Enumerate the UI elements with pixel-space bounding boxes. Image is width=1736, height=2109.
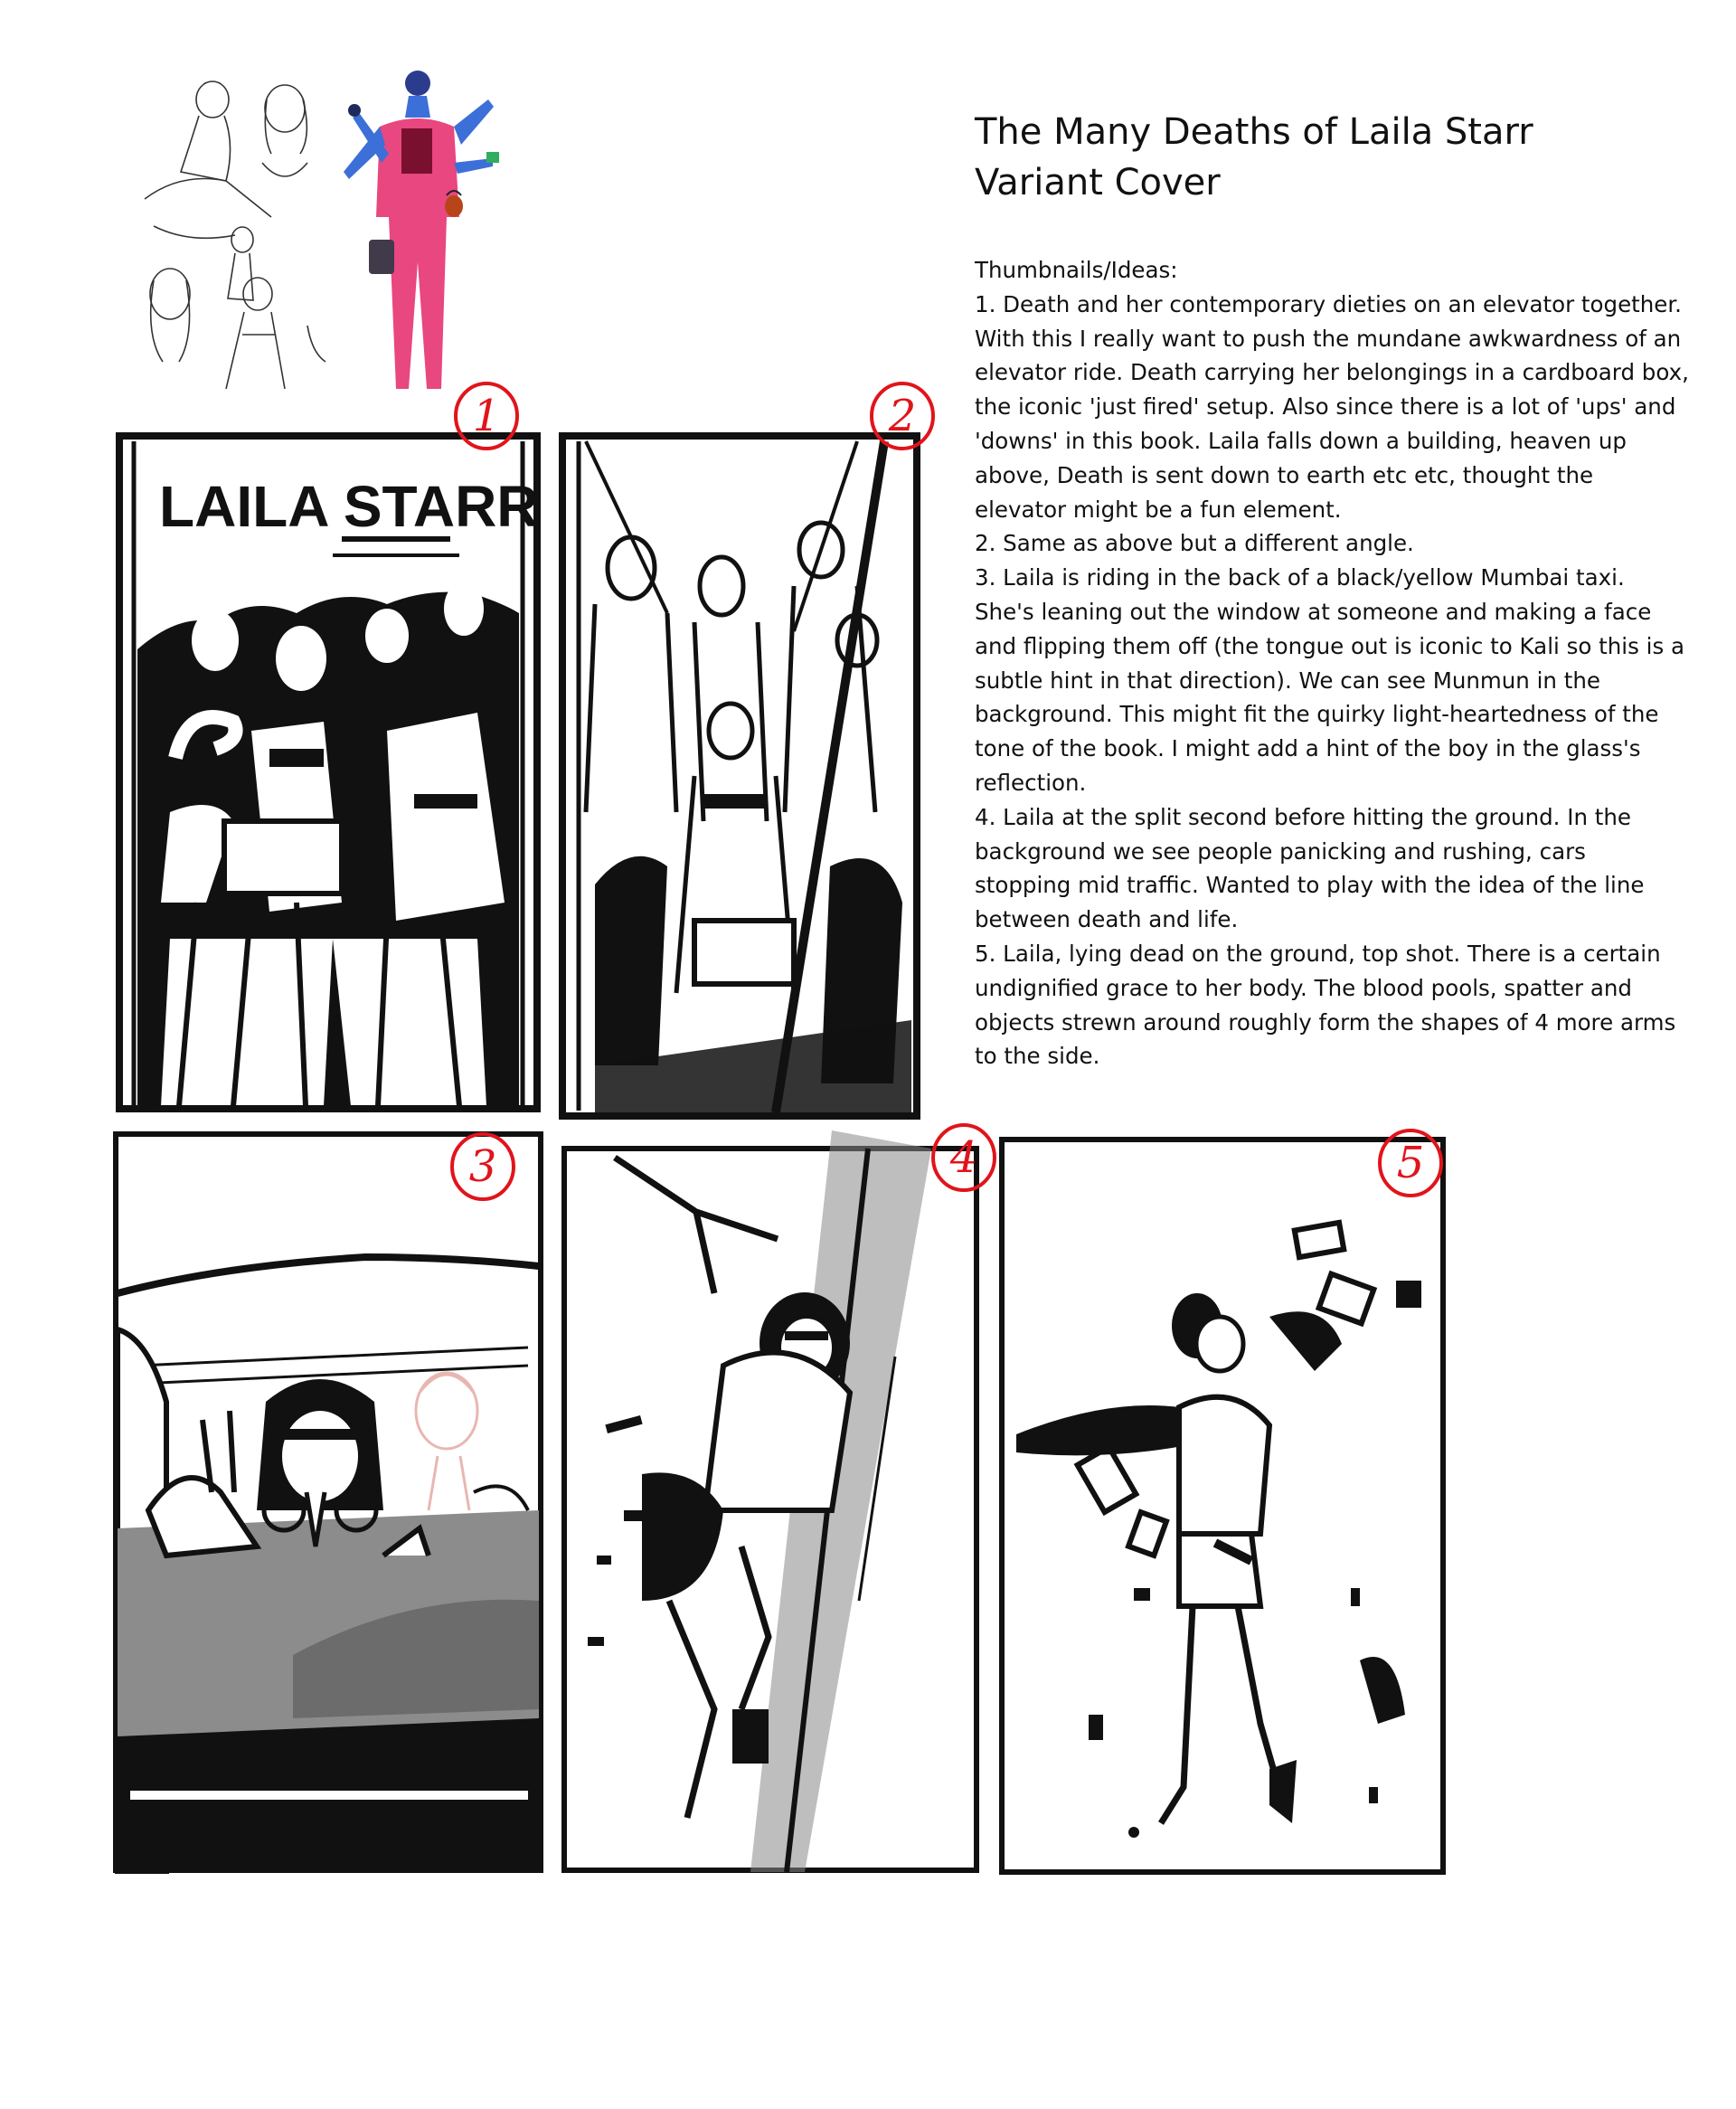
panel-4-art [561,1130,980,1874]
panel-5-number [1374,1127,1447,1199]
page-subtitle: Variant Cover [975,162,1221,203]
thumbnail-panel-1 [116,391,541,1112]
elevator-sign: LAILA STARR [159,474,539,539]
panel-1-number [450,380,523,452]
panel-4-number [928,1121,1000,1194]
title-block [975,107,1680,208]
reference-sketches [127,63,552,389]
munmun-sketch [416,1373,477,1510]
thumbnail-panel-4 [561,1130,980,1874]
panel-5-number-label: 5 [1396,1138,1425,1188]
panel-4-number-label: 4 [949,1132,978,1183]
panel-3-art [112,1130,544,1874]
page-title: The Many Deaths of Laila Starr [975,111,1533,153]
thumbnail-panel-2 [559,391,920,1120]
panel-2-art [559,432,920,1120]
note-2: 2. Same as above but a different angle. [975,530,1414,557]
panel-2-number [866,380,939,452]
thumbnail-notes [975,253,1689,1073]
note-3: 3. Laila is riding in the back of a black/yellow Mumbai taxi. She's leaning out the window at someone and making a face and flipping them off (the tongue out is iconic to Kali so this is a subtle hint in that direction). We can see Munmun in the background. This might fit the quirky light-heartedness of the tone of the book. I might add a hint of the boy in the glass's reflection. [975,564,1685,796]
color-character [344,71,499,389]
pencil-sketches [145,81,326,389]
panel-5-art [998,1136,1447,1876]
reference-sketches-art [127,63,552,389]
panel-2-number-label: 2 [888,391,917,441]
panel-3-number-label: 3 [468,1141,497,1192]
note-4: 4. Laila at the split second before hitting the ground. In the background we see people panicking and rushing, cars stopping mid traffic. Wanted to play with the idea of the line between death and life. [975,803,1645,933]
thumbnail-panel-5 [998,1136,1447,1876]
note-5: 5. Laila, lying dead on the ground, top shot. There is a certain undignified grace to her body. The blood pools, spatter and objects strewn around roughly form the shapes of 4 more arms to the side. [975,940,1676,1070]
thumbnail-panel-3 [112,1130,544,1874]
note-1: 1. Death and her contemporary dieties on an elevator together. With this I really want to push the mundane awkwardness of an elevator ride. Death carrying her belongings in a cardboard box, the iconic 'just fired' setup. Also since there is a lot of 'ups' and 'downs' in this book. Laila falls down a building, heaven up above, Death is sent down to earth etc etc, thought the elevator might be a fun element. [975,290,1689,523]
panel-1-number-label: 1 [472,391,501,441]
panel-1-art [116,432,541,1112]
notes-heading: Thumbnails/Ideas: [975,257,1178,283]
panel-3-number [447,1130,519,1203]
